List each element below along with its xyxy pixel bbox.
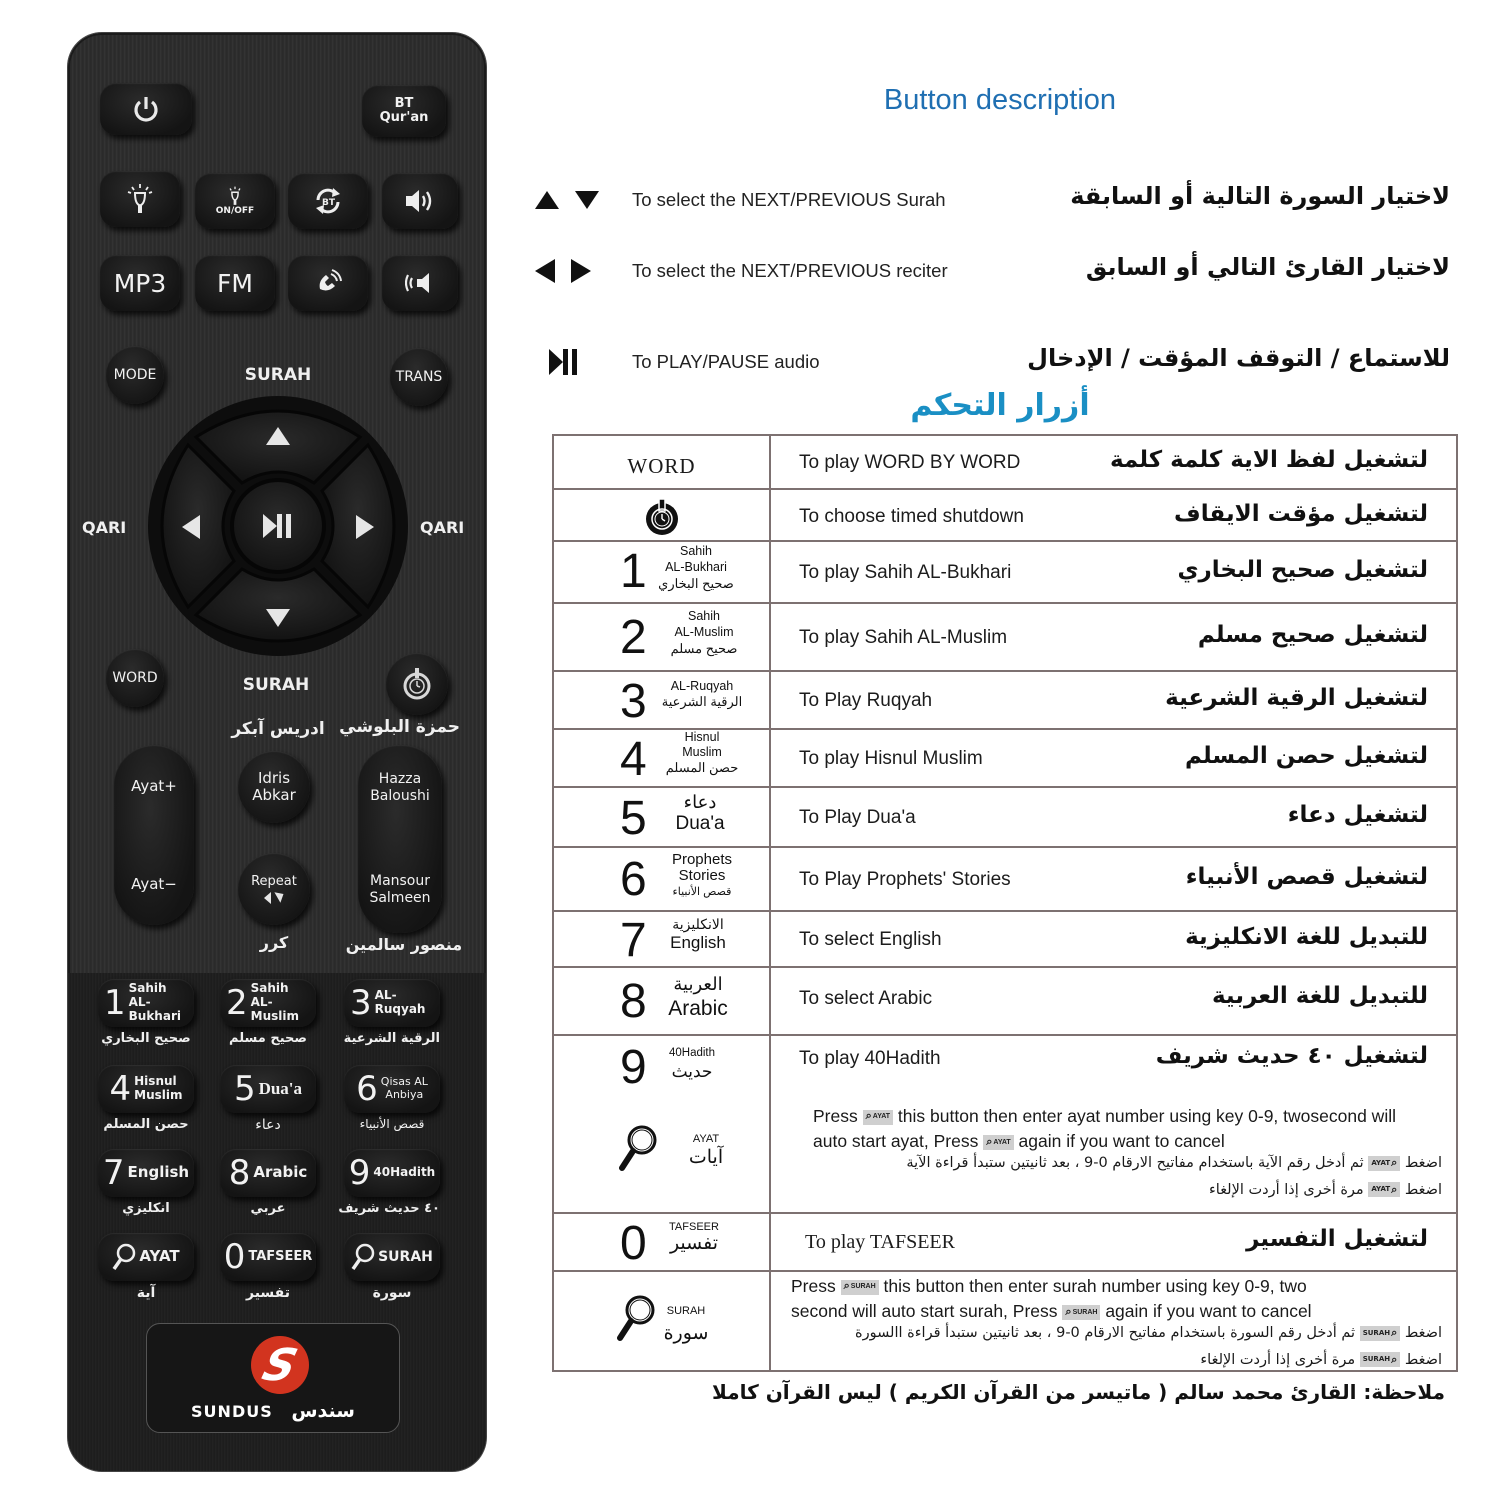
surah-arabic: سورة bbox=[372, 1285, 412, 1301]
key-3-label: AL-Ruqyah bbox=[374, 988, 426, 1016]
text: اضغط bbox=[1404, 1325, 1442, 1341]
key-7-digit: 7 bbox=[102, 1153, 125, 1193]
key-7-label: English bbox=[127, 1163, 190, 1182]
search-icon bbox=[618, 1124, 658, 1172]
key-6[interactable] bbox=[344, 1065, 440, 1113]
key-9-arabic: ٤٠ حديث شريف bbox=[338, 1201, 440, 1216]
surah-key-chip: ⌕ SURAH bbox=[841, 1280, 879, 1295]
key-4[interactable] bbox=[98, 1065, 194, 1113]
brand-name bbox=[147, 1400, 399, 1422]
key-2[interactable] bbox=[220, 979, 316, 1027]
key-8-arabic: عربي bbox=[250, 1201, 286, 1216]
chip-label: SURAH bbox=[850, 1283, 876, 1291]
text: second will auto start surah, Press bbox=[791, 1301, 1058, 1322]
sub-1: Prophets bbox=[671, 851, 733, 868]
phone-button[interactable] bbox=[288, 255, 368, 311]
key-8-digit: 8 bbox=[228, 1153, 251, 1193]
idris-label-2: Abkar bbox=[252, 786, 296, 804]
dpad bbox=[146, 395, 410, 657]
mansour-label-1: Mansour bbox=[369, 873, 431, 890]
key-digit: 5 bbox=[620, 792, 647, 845]
repeat-icon bbox=[261, 889, 287, 905]
key-4-label-1: Hisnul bbox=[134, 1074, 177, 1089]
table-row bbox=[553, 729, 1457, 787]
description-ar: لتشغيل حصن المسلم bbox=[1184, 743, 1428, 769]
key-5-arabic: دعاء bbox=[255, 1117, 281, 1133]
key-digit: 2 bbox=[620, 611, 647, 664]
qari-left-label: QARI bbox=[82, 518, 127, 537]
sub-1: SURAH bbox=[666, 1305, 706, 1317]
sub-ar: حديث bbox=[671, 1061, 713, 1081]
table-row bbox=[553, 489, 1457, 541]
brand-logo-panel bbox=[146, 1323, 400, 1433]
bt-sync-icon bbox=[313, 186, 343, 216]
ayat-instructions-en bbox=[813, 1104, 1442, 1155]
power-button[interactable] bbox=[100, 83, 192, 135]
description-ar: لتشغيل صحيح البخاري bbox=[1177, 557, 1428, 583]
surah-up-label: SURAH bbox=[244, 365, 312, 385]
mansour-label-2: Salmeen bbox=[369, 890, 431, 907]
ayat-plus-button[interactable]: Ayat+ bbox=[131, 777, 177, 795]
key-2-arabic: صحيح مسلم bbox=[229, 1031, 307, 1046]
key-9-label: 40Hadith bbox=[373, 1165, 436, 1180]
sub-1: Arabic bbox=[668, 996, 728, 1020]
repeat-label: Repeat bbox=[251, 873, 297, 889]
description-en: To play WORD BY WORD bbox=[799, 452, 1021, 473]
table-row bbox=[553, 911, 1457, 967]
table-row bbox=[553, 847, 1457, 911]
left-right-arrows-icon bbox=[530, 251, 610, 291]
description-en: To play Sahih AL-Bukhari bbox=[799, 562, 1012, 583]
light-button[interactable] bbox=[100, 171, 180, 227]
hazza-label-1: Hazza bbox=[378, 771, 422, 787]
surah-key-chip: ⌕ SURAH bbox=[1062, 1305, 1100, 1320]
sub-ar: قصص الأنبياء bbox=[672, 885, 732, 898]
footnote-arabic: ملاحظة: القارئ محمد سالم ( ماتيسر من القرآن الكريم ) ليس القرآن كاملا bbox=[712, 1380, 1445, 1404]
sub-1: Sahih bbox=[680, 544, 712, 558]
mansour-salmeen-button[interactable] bbox=[369, 873, 430, 907]
table-row bbox=[553, 435, 1457, 489]
description-en: To play Hisnul Muslim bbox=[799, 748, 983, 769]
description-en: To Play Prophets' Stories bbox=[799, 869, 1011, 890]
key-8-label: Arabic bbox=[253, 1163, 308, 1182]
description-ar: لتشغيل دعاء bbox=[1287, 802, 1428, 828]
reciters-rocker bbox=[358, 745, 442, 933]
description-ar: للتبديل للغة الانكليزية bbox=[1185, 924, 1428, 950]
key-sublabel bbox=[650, 792, 750, 835]
play-pause-icon bbox=[530, 342, 610, 382]
key-7[interactable] bbox=[98, 1149, 194, 1197]
ayat-key-chip: ⌕ AYAT bbox=[1368, 1182, 1400, 1197]
key-sublabel bbox=[646, 543, 746, 592]
key-8[interactable] bbox=[220, 1149, 316, 1197]
qari-right-label: QARI bbox=[420, 518, 465, 537]
sub-ar: حصن المسلم bbox=[665, 760, 739, 775]
key-6-arabic: قصص الأنبياء bbox=[359, 1117, 425, 1131]
repeat-button[interactable] bbox=[238, 853, 310, 925]
key-digit: 6 bbox=[620, 853, 647, 906]
fm-button[interactable] bbox=[195, 255, 275, 311]
sub-1: Dua'a bbox=[675, 812, 725, 834]
table-row bbox=[553, 1271, 1457, 1371]
legend-en: To PLAY/PAUSE audio bbox=[632, 351, 820, 372]
chip-label: AYAT bbox=[872, 1113, 891, 1121]
ayat-minus-button[interactable]: Ayat− bbox=[131, 875, 177, 893]
table-row bbox=[553, 603, 1457, 671]
key-2-label-2: AL-Muslim bbox=[250, 995, 299, 1023]
key-0-label: TAFSEER bbox=[248, 1248, 313, 1264]
timer-power-icon bbox=[644, 498, 680, 536]
text: مرة أخرى إذا أردت الإلغاء bbox=[1208, 1181, 1364, 1198]
key-6-label-2: Anbiya bbox=[385, 1088, 424, 1101]
search-icon bbox=[351, 1243, 375, 1271]
description-ar: للتبديل للغة العربية bbox=[1211, 983, 1428, 1009]
surah-up-button[interactable] bbox=[238, 399, 318, 469]
surah-sublabel bbox=[636, 1304, 736, 1347]
key-digit: 7 bbox=[620, 914, 647, 967]
bt-quran-button[interactable] bbox=[362, 85, 446, 137]
key-4-digit: 4 bbox=[109, 1069, 132, 1109]
power-icon bbox=[131, 94, 161, 124]
legend-ar: للاستماع / التوقف المؤقت / الإدخال bbox=[1027, 344, 1450, 372]
sub-ar: دعاء bbox=[683, 792, 717, 812]
description-en: To Play Ruqyah bbox=[799, 690, 933, 711]
surah-key-label: SURAH bbox=[378, 1248, 433, 1265]
description-ar: لتشغيل قصص الأنبياء bbox=[1185, 864, 1428, 890]
hazza-baloushi-button[interactable] bbox=[370, 771, 430, 805]
idris-abkar-button[interactable] bbox=[238, 751, 310, 823]
brand-name-en: SUNDUS bbox=[191, 1402, 273, 1421]
ayat-sublabel bbox=[656, 1132, 756, 1171]
ayat-rocker bbox=[114, 745, 194, 925]
key-3[interactable] bbox=[344, 979, 440, 1027]
key-2-label-1: Sahih bbox=[250, 981, 289, 996]
table-row bbox=[553, 1213, 1457, 1271]
sub-ar: آيات bbox=[688, 1147, 724, 1169]
sub-1: 40Hadith bbox=[668, 1047, 716, 1059]
key-0[interactable] bbox=[220, 1233, 316, 1281]
surah-instructions-ar bbox=[785, 1320, 1442, 1374]
key-9[interactable] bbox=[344, 1149, 440, 1197]
key-digit: 9 bbox=[620, 1041, 647, 1094]
text: again if you want to cancel bbox=[1105, 1301, 1312, 1322]
bt-quran-label-1: BT bbox=[394, 95, 414, 111]
volume-up-icon bbox=[404, 187, 436, 215]
hazza-arabic-label: حمزة البلوشي bbox=[339, 717, 460, 737]
text: ثم أدخل رقم الآية باستخدام مفاتيح الارقام 0-9 ، بعد ثانيتين ستبدأ قراءة الآية bbox=[906, 1155, 1364, 1171]
play-pause-button[interactable] bbox=[234, 482, 322, 570]
text: ثم أدخل رقم السورة باستخدام مفاتيح الارقام 0-9 ، بعد ثانيتين ستبدأ قراءة االسورة bbox=[855, 1325, 1356, 1341]
sub-1: AL-Ruqyah bbox=[670, 679, 734, 693]
description-en: To play TAFSEER bbox=[805, 1231, 955, 1253]
key-sublabel bbox=[642, 1046, 742, 1083]
description-ar: لتشغيل التفسير bbox=[1246, 1226, 1428, 1252]
key-6-label-1: Qisas AL bbox=[380, 1075, 428, 1089]
key-5-digit: 5 bbox=[233, 1069, 256, 1109]
triangle-left-icon bbox=[180, 513, 202, 541]
key-1[interactable] bbox=[98, 979, 194, 1027]
text: again if you want to cancel bbox=[1018, 1131, 1225, 1152]
sub-2: AL-Muslim bbox=[674, 625, 734, 640]
key-sublabel bbox=[652, 678, 752, 711]
surah-key-chip: ⌕ SURAH bbox=[1360, 1326, 1401, 1341]
description-en: To play 40Hadith bbox=[799, 1048, 941, 1069]
ayat-arabic: آية bbox=[136, 1285, 156, 1301]
key-4-label-2: Muslim bbox=[134, 1088, 183, 1102]
light-toggle-icon bbox=[226, 186, 244, 206]
repeat-arabic-label: كرر bbox=[259, 933, 289, 952]
key-5-label: Dua'a bbox=[258, 1079, 303, 1099]
table-row bbox=[553, 1035, 1457, 1213]
sub-ar: سورة bbox=[663, 1323, 709, 1345]
bt-quran-label-2: Qur'an bbox=[379, 110, 429, 125]
triangle-down-icon bbox=[264, 607, 292, 629]
legend-row-reciter bbox=[530, 251, 1450, 291]
sub-1: Hisnul bbox=[684, 730, 720, 744]
chip-label: SURAH bbox=[1362, 1328, 1391, 1337]
key-sublabel bbox=[654, 608, 754, 657]
text: مرة أخرى إذا أردت الإلغاء bbox=[1200, 1351, 1356, 1368]
chip-label: AYAT bbox=[1371, 1185, 1391, 1194]
description-ar: لتشغيل لفظ الاية كلمة كلمة bbox=[1109, 447, 1428, 473]
brand-logo-letter: S bbox=[257, 1339, 303, 1391]
volume-down-button[interactable] bbox=[382, 255, 458, 311]
triangle-up-icon bbox=[264, 425, 292, 447]
hazza-label-2: Baloushi bbox=[370, 787, 430, 804]
on-off-label: ON/OFF bbox=[215, 206, 255, 216]
word-button[interactable] bbox=[106, 649, 164, 707]
sub-ar: الرقية الشرعية bbox=[661, 694, 743, 710]
chip-label: SURAH bbox=[1072, 1308, 1098, 1316]
key-5[interactable] bbox=[220, 1065, 316, 1113]
ayat-instructions-ar bbox=[785, 1150, 1442, 1204]
key-3-arabic: الرقية الشرعية bbox=[343, 1031, 440, 1046]
description-ar: لتشغيل ٤٠ حديث شريف bbox=[1155, 1043, 1428, 1069]
text: Press bbox=[791, 1276, 836, 1296]
sub-1: Sahih bbox=[688, 609, 720, 623]
key-3-digit: 3 bbox=[350, 983, 372, 1023]
sub-ar: صحيح مسلم bbox=[670, 640, 738, 656]
key-2-digit: 2 bbox=[226, 983, 248, 1023]
light-on-off-button[interactable] bbox=[195, 173, 275, 229]
timer-shutdown-button[interactable] bbox=[386, 653, 448, 715]
key-digit: 4 bbox=[620, 733, 647, 786]
up-down-arrows-icon bbox=[530, 180, 610, 220]
description-en: To play Sahih AL-Muslim bbox=[799, 627, 1008, 648]
chip-label: AYAT bbox=[1371, 1158, 1391, 1167]
play-pause-icon bbox=[262, 513, 294, 539]
section-title-arabic: أزرار التحكم bbox=[910, 388, 1090, 423]
sub-1: English bbox=[670, 932, 726, 952]
description-en: To choose timed shutdown bbox=[799, 506, 1024, 527]
remote-control bbox=[68, 33, 486, 1471]
light-icon bbox=[127, 183, 153, 215]
text: this button then enter surah number using key 0-9, two bbox=[883, 1276, 1307, 1296]
text: اضغط bbox=[1404, 1351, 1442, 1368]
phone-icon bbox=[314, 269, 342, 297]
sub-ar: تفسير bbox=[669, 1233, 719, 1255]
key-6-digit: 6 bbox=[356, 1069, 378, 1109]
key-digit: 3 bbox=[620, 675, 647, 728]
surah-down-label: SURAH bbox=[242, 675, 310, 695]
legend-row-play bbox=[530, 342, 1450, 382]
description-en: To select English bbox=[799, 929, 942, 950]
description-en: To select Arabic bbox=[799, 988, 933, 1009]
key-1-label-2: AL-Bukhari bbox=[128, 995, 181, 1023]
sub-2: AL-Bukhari bbox=[665, 560, 727, 575]
brand-name-ar: سندس bbox=[291, 1400, 355, 1422]
text: اضغط bbox=[1404, 1155, 1442, 1171]
text: auto start ayat, Press bbox=[813, 1131, 979, 1152]
qari-prev-button[interactable] bbox=[150, 487, 220, 567]
legend-row-surah bbox=[530, 180, 1450, 220]
volume-down-icon bbox=[405, 270, 435, 296]
surah-key-chip: ⌕ SURAH bbox=[1360, 1352, 1401, 1367]
idris-label-1: Idris bbox=[257, 768, 291, 787]
page-title: Button description bbox=[883, 84, 1117, 116]
legend-en: To select the NEXT/PREVIOUS reciter bbox=[632, 260, 948, 281]
search-icon bbox=[112, 1243, 136, 1271]
chip-label: AYAT bbox=[993, 1138, 1011, 1146]
button-description-table bbox=[552, 434, 1458, 1372]
text: Press bbox=[813, 1106, 858, 1126]
sub-1: AYAT bbox=[692, 1133, 720, 1145]
chip-label: SURAH bbox=[1362, 1355, 1391, 1364]
legend-ar: لاختيار السورة التالية أو السابقة bbox=[1070, 182, 1450, 210]
key-sublabel bbox=[652, 852, 752, 898]
triangle-right-icon bbox=[354, 513, 376, 541]
sub-ar: الانكليزية bbox=[672, 916, 724, 932]
key-cell-word: WORD bbox=[627, 454, 696, 478]
brand-logo-icon bbox=[251, 1336, 309, 1394]
trans-label: TRANS bbox=[395, 369, 443, 385]
surah-search-button[interactable] bbox=[344, 1233, 440, 1281]
description-en: To Play Dua'a bbox=[799, 807, 916, 828]
mode-label: MODE bbox=[113, 367, 157, 383]
key-digit: 8 bbox=[620, 975, 647, 1028]
mp3-button[interactable] bbox=[100, 255, 180, 311]
ayat-key-label: AYAT bbox=[139, 1247, 180, 1266]
key-digit: 0 bbox=[620, 1217, 647, 1270]
sub-ar: العربية bbox=[673, 974, 723, 994]
mp3-label: MP3 bbox=[113, 268, 167, 298]
key-0-arabic: تفسير bbox=[245, 1285, 290, 1301]
word-label: WORD bbox=[112, 670, 158, 686]
idris-arabic-label: ادريس آبكر bbox=[231, 719, 325, 739]
sub-2: Muslim bbox=[682, 745, 722, 759]
key-1-arabic: صحيح البخاري bbox=[101, 1031, 191, 1046]
ayat-key-chip: ⌕ AYAT bbox=[983, 1135, 1013, 1150]
key-4-arabic: حصن المسلم bbox=[103, 1117, 189, 1132]
key-1-digit: 1 bbox=[104, 983, 126, 1023]
sub-1: TAFSEER bbox=[669, 1221, 719, 1233]
table-row bbox=[553, 541, 1457, 603]
key-digit: 1 bbox=[620, 545, 647, 598]
table-row bbox=[553, 671, 1457, 729]
key-0-digit: 0 bbox=[223, 1237, 246, 1277]
key-sublabel bbox=[648, 974, 748, 1021]
qari-next-button[interactable] bbox=[336, 487, 406, 567]
ayat-search-button[interactable] bbox=[98, 1233, 194, 1281]
bt-sync-button[interactable] bbox=[288, 173, 368, 229]
description-ar: لتشغيل صحيح مسلم bbox=[1197, 622, 1428, 648]
text: اضغط bbox=[1404, 1181, 1442, 1198]
volume-up-button[interactable] bbox=[382, 173, 458, 229]
svg-text:BT: BT bbox=[322, 198, 335, 208]
key-1-label-1: Sahih bbox=[128, 981, 167, 996]
key-sublabel bbox=[652, 730, 752, 776]
sub-2: Stories bbox=[678, 866, 726, 884]
key-sublabel bbox=[648, 916, 748, 953]
description-ar: لتشغيل مؤقت الايقاف bbox=[1174, 501, 1428, 527]
surah-down-button[interactable] bbox=[238, 585, 318, 655]
timer-power-icon bbox=[402, 668, 432, 700]
key-9-digit: 9 bbox=[348, 1153, 371, 1193]
fm-label: FM bbox=[217, 268, 253, 298]
key-sublabel bbox=[644, 1220, 744, 1255]
ayat-key-chip: ⌕ AYAT bbox=[863, 1110, 893, 1125]
key-7-arabic: انكليزي bbox=[122, 1201, 170, 1216]
text: this button then enter ayat number using key 0-9, twosecond will bbox=[897, 1106, 1396, 1126]
table-row bbox=[553, 787, 1457, 847]
surah-instructions-en bbox=[791, 1274, 1442, 1325]
legend-ar: لاختيار القارئ التالي أو السابق bbox=[1085, 253, 1450, 281]
mansour-arabic-label: منصور سالمين bbox=[345, 935, 463, 954]
description-ar: لتشغيل الرقية الشرعية bbox=[1165, 685, 1428, 711]
ayat-key-chip: ⌕ AYAT bbox=[1368, 1156, 1400, 1171]
table-row bbox=[553, 967, 1457, 1035]
sub-ar: صحيح البخاري bbox=[658, 575, 734, 591]
legend-en: To select the NEXT/PREVIOUS Surah bbox=[632, 189, 946, 210]
